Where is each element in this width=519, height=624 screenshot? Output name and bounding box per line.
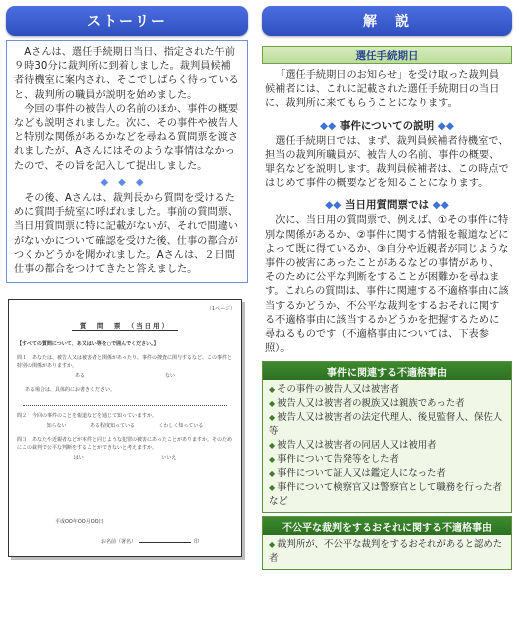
form-answer: ない (164, 373, 175, 380)
list-item: ◆ 事件について告発等をした者 (269, 454, 399, 466)
case-disqualification-list (263, 380, 511, 512)
diamond-bullet-icon: ◆ (269, 469, 276, 479)
subheading-questionnaire: ◆◆ 当日用質問票では ◆◆ (325, 199, 449, 212)
case-disqualification-title: 事件に関連する不適格事由 (263, 362, 511, 380)
story-header: ストーリー (6, 6, 248, 36)
form-question-1: 問１ あなたは、被告人又は被害者と関係があったり、事件の捜査に関与するなど、この事件と特別の関係がありますか。 (17, 355, 232, 370)
list-item: ◆ 裁判所が、不公平な裁判をするおそれがあると認めた者 (269, 539, 503, 565)
diamond-bullet-icon: ◆ (269, 540, 276, 550)
diamond-bullet-icon: ◆ (269, 483, 276, 493)
diamond-bullet-icon: ◆ (269, 385, 276, 395)
story-column (6, 6, 248, 557)
form-answer: ある程度知っている (89, 423, 135, 430)
form-question-3: 問３ あなたや近親者などが本件と同じような犯罪の被害にあったことがありますか。そのためにこの裁判で公平な判断をすることができないと考えますか。 (17, 437, 232, 452)
form-title: 質 問 票 （当日用） (72, 322, 178, 331)
unfair-trial-disqualification-list (263, 535, 511, 569)
form-answers-1 (9, 370, 241, 380)
diamond-bullet-icon: ◆ (269, 413, 276, 423)
form-page-label: （1ページ） (206, 306, 235, 313)
list-item: ◆ 被告人又は被害者の法定代理人、後見監督人、保佐人等 (269, 412, 503, 438)
unfair-trial-disqualification-title: 不公平な裁判をするおそれに関する不適格事由 (263, 517, 511, 535)
form-answer: ある (74, 373, 85, 380)
commentary-lead: 選任手続期日 (262, 46, 512, 64)
diamond-bullet-icon: ◆◆ (432, 199, 449, 212)
diamond-divider-icon: ◆◆◆ (100, 176, 154, 188)
form-instruction: 【すべての質問について、あ又はい等を○で囲んでください。】 (17, 341, 159, 348)
commentary-intro: 「選任手続期日のお知らせ」を受け取った裁判員候補者には、これに記載された選任手続期日の当日に、裁判所に来てもらうことになります。 (265, 70, 500, 110)
form-question-1-note: ある場合は、具体的にお書きください。 (25, 387, 116, 394)
list-item: ◆ 被告人又は被害者の親族又は親族であった者 (269, 398, 465, 410)
questionnaire-form-image (8, 299, 242, 557)
list-item: ◆ 事件について証人又は鑑定人になった者 (269, 468, 446, 480)
commentary-header: 解 説 (262, 6, 512, 36)
case-disqualification-box (262, 361, 512, 513)
story-paragraph-1: Aさんは、選任手続期日当日、指定された午前９時30分に裁判所に到着しました。裁判員候補者待機室に案内され、そこでしばらく待っていると、裁判所の職員が説明を始めました。 (14, 47, 239, 101)
commentary-text-1: 選任手続期日では、まず、裁判員候補者待機室で、担当の裁判所職員が、被告人の名前、事件の概要、罪名などを説明します。裁判員候補者は、この時点ではじめて事件の概要などを知ることになります。 (265, 135, 509, 190)
subheading-case-explanation: ◆◆ 事件についての説明 ◆◆ (320, 119, 454, 132)
form-answers-2 (9, 420, 241, 430)
form-answer: 知らない (46, 423, 67, 430)
commentary-column (262, 6, 512, 570)
list-item: ◆ 被告人又は被害者の同居人又は被用者 (269, 440, 437, 452)
list-item: ◆ 事件について検察官又は警察官として職務を行った者など (269, 482, 502, 508)
diamond-bullet-icon: ◆◆ (325, 199, 342, 212)
form-sign-label: お名前（署名） (101, 539, 137, 546)
story-paragraph-3: その後、Aさんは、裁判長から質問を受けるために質問手続室に呼ばれました。事前の質問票、当日用質問票に特に記載がないが、それで間違いがないかについて確認を受けた後、仕事の都合がつくかどうかを聞かれました。Aさんは、２日間仕事の都合をつけてきたと答えました。 (14, 193, 239, 276)
diamond-bullet-icon: ◆◆ (437, 119, 454, 132)
form-answer: いいえ (161, 455, 177, 462)
form-answers-3 (9, 452, 241, 462)
list-item: ◆ その事件の被告人又は被害者 (269, 384, 400, 396)
form-sign-suffix: 印 (194, 539, 200, 546)
form-answer: はい (73, 455, 84, 462)
form-signature (101, 538, 199, 546)
diamond-bullet-icon: ◆◆ (320, 119, 337, 132)
unfair-trial-disqualification-box (262, 516, 512, 570)
form-answer: くわしく知っている (158, 423, 204, 430)
diamond-bullet-icon: ◆ (269, 455, 276, 465)
form-date: 平成OO年OO月OO日 (55, 519, 104, 526)
diamond-bullet-icon: ◆ (269, 441, 276, 451)
story-paragraph-2: 今回の事件の被告人の名前のほか、事件の概要なども説明されました。次に、その事件や被告人と特別な関係があるかなどを尋ねる質問票を渡されましたが、Aさんにはそのような事情はなかったので、その旨を記入して提出しました。 (14, 103, 239, 172)
diamond-bullet-icon: ◆ (269, 399, 276, 409)
commentary-text-2: 次に、当日用の質問票で、例えば、①その事件に特別な関係があるか、②事件に関する情報を報道などによって既に得ているか、③自分や近親者が同じような事件の被害にあったことがあるなどの事情があり、そのために公平な判断をすることが困難かを尋ねます。これらの質問は、事件に関連する不適格事由に該当するかどうか、不公平な裁判をするおそれに関する不適格事由に該当するかどうかを把握するために尋ねるものです（不適格事由については、下表参照）。 (265, 215, 509, 355)
form-answer-line (23, 397, 227, 406)
story-box (6, 40, 248, 283)
form-question-2: 問２ 今回の事件のことを報道などを通じて知っていますか。 (17, 413, 158, 420)
